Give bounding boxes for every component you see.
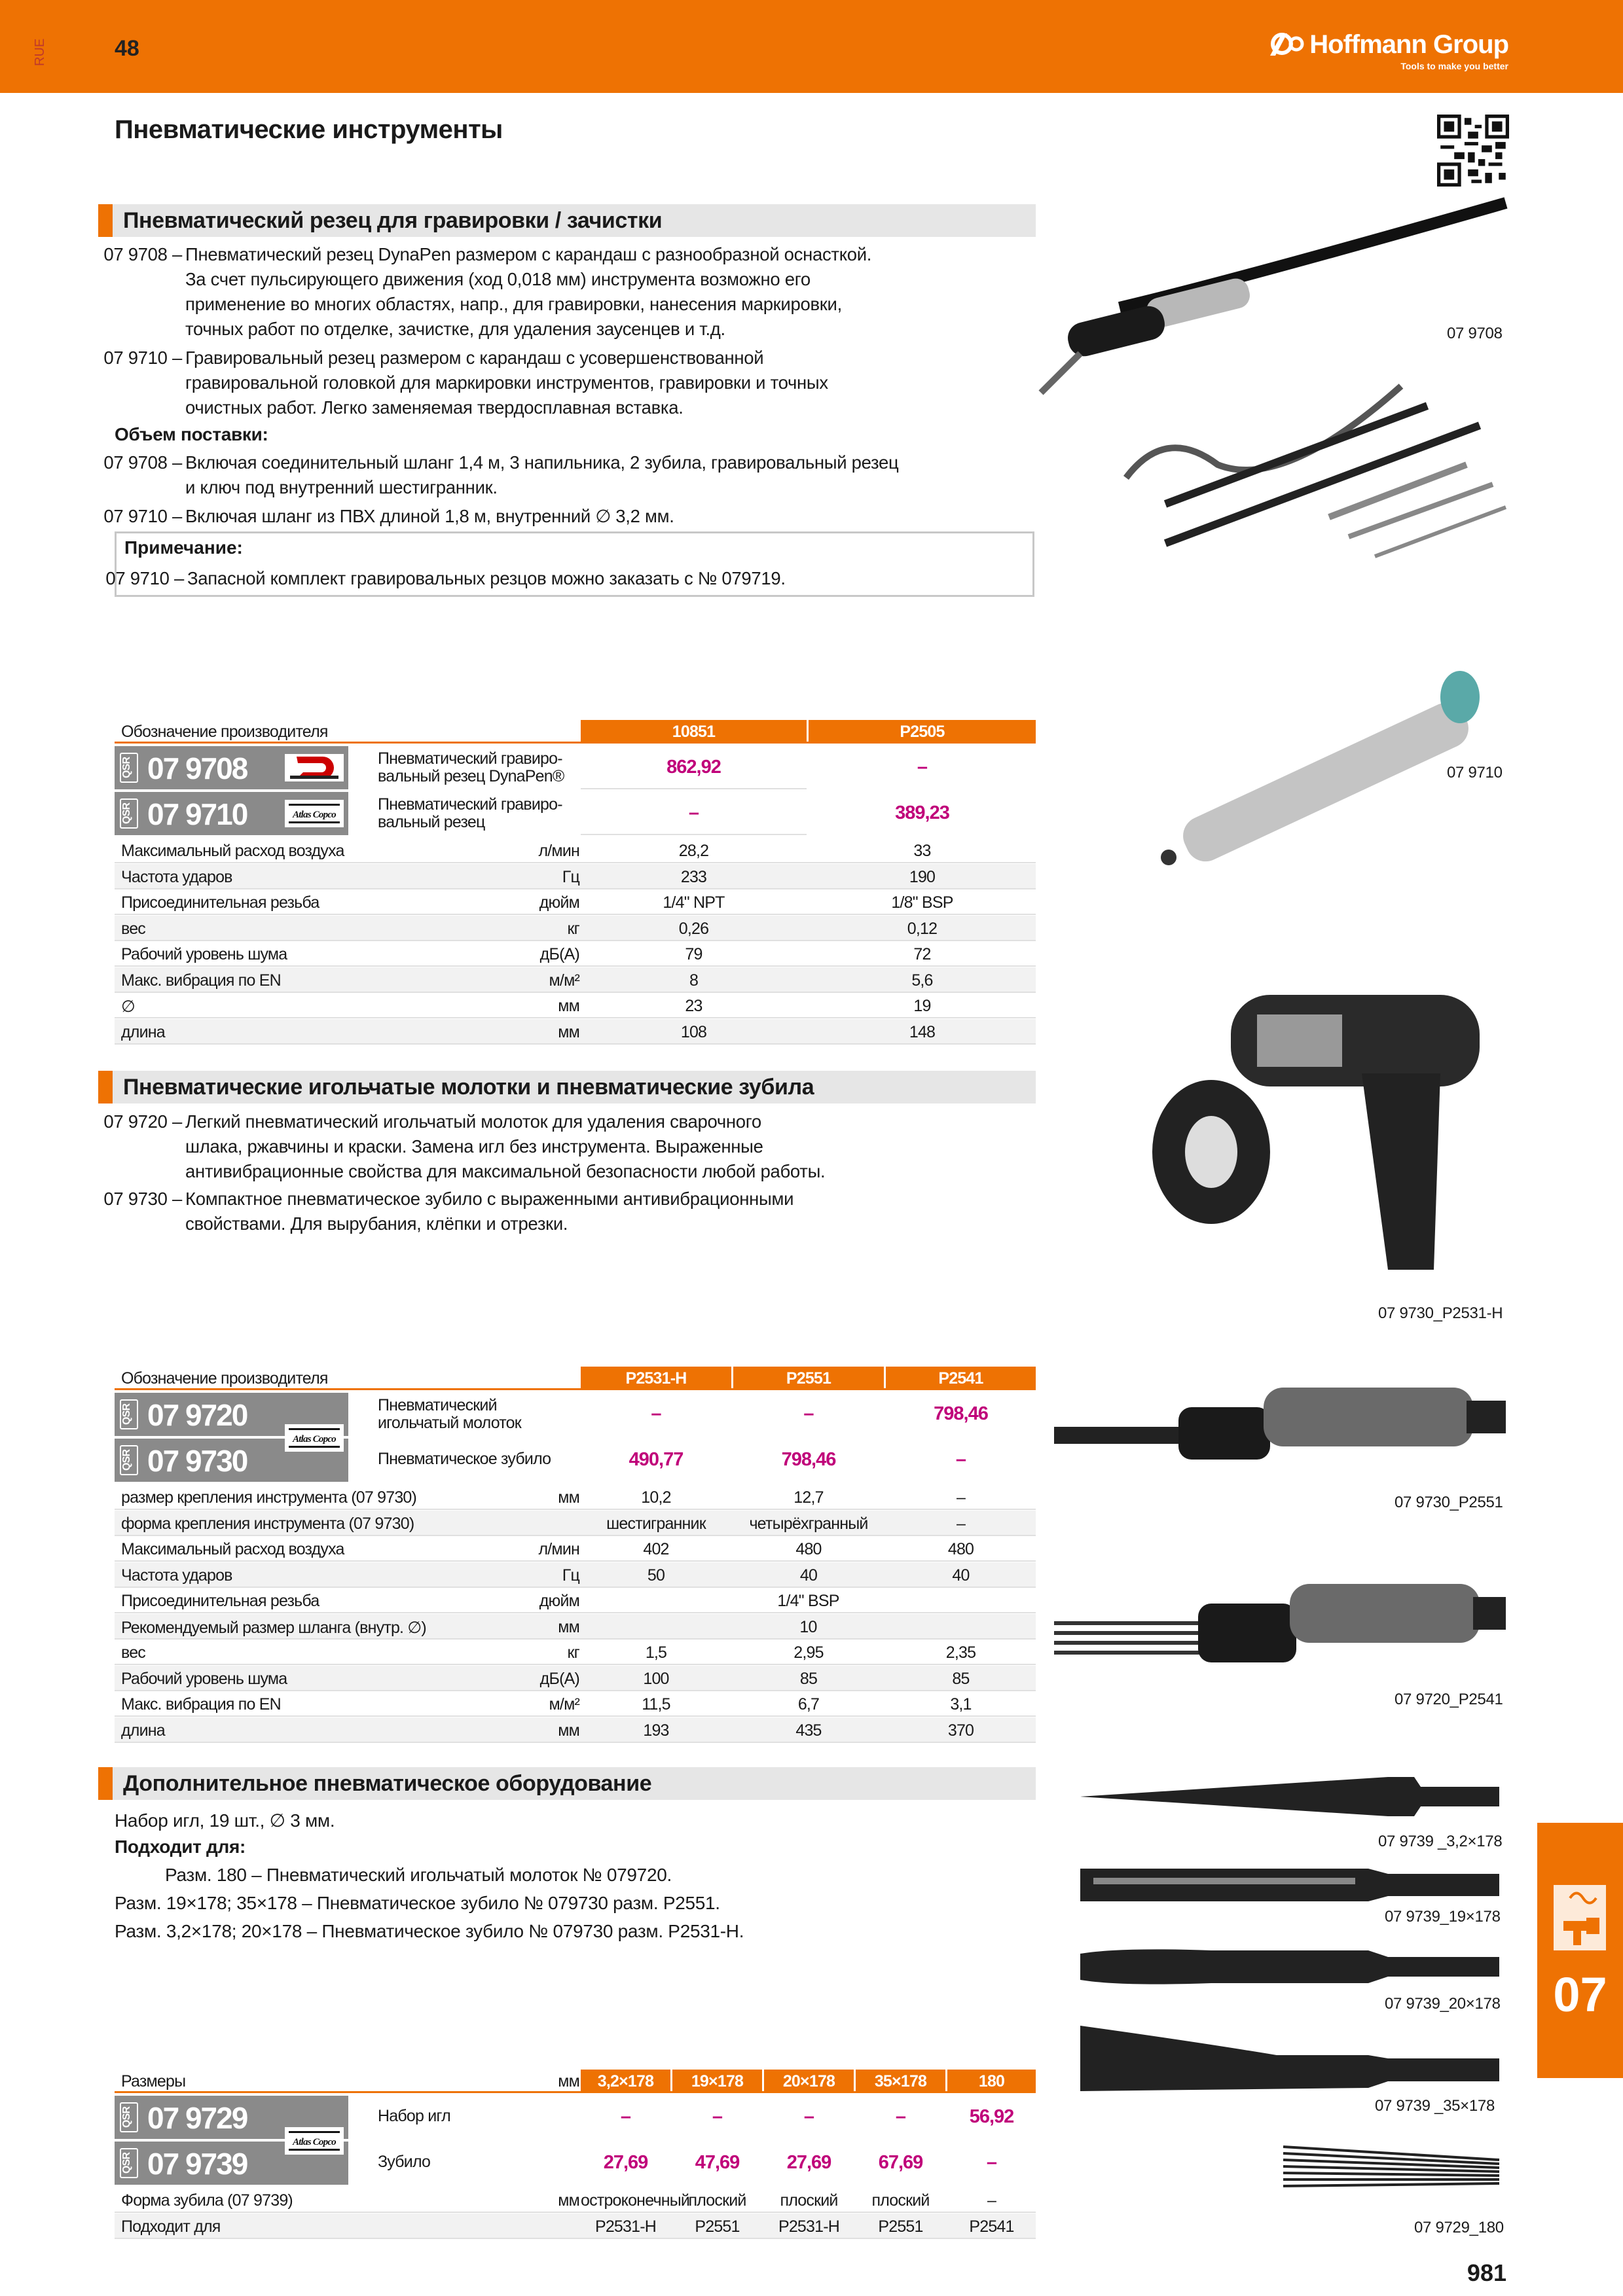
chapter-number: 07	[1553, 1967, 1607, 2022]
section-header-engraving	[98, 204, 1036, 237]
row-unit: дБ(А)	[539, 1669, 579, 1688]
region-code: RUE	[33, 38, 47, 67]
row-value: 6,7	[797, 1695, 820, 1713]
price-cell: 389,23	[895, 802, 949, 823]
svg-text:Atlas Copco: Atlas Copco	[293, 2137, 336, 2147]
article-row-079710[interactable]	[115, 792, 1036, 835]
row-value: –	[987, 2191, 996, 2210]
article-desc: Зубило	[378, 2153, 431, 2171]
scope-text: Включая шланг из ПВХ длиной 1,8 м, внутренний ∅ 3,2 мм.	[185, 506, 674, 526]
row-label: вес	[121, 919, 146, 938]
row-value: 10,2	[641, 1488, 671, 1507]
row-value: 2,95	[793, 1643, 824, 1662]
row-value: P2541	[969, 2217, 1014, 2236]
row-value: плоский	[871, 2191, 930, 2210]
brand-tagline: Tools to make you better	[1400, 61, 1508, 71]
section-header-accessories	[98, 1767, 1036, 1800]
note-line: 07 9710 – Запасной комплект гравировальных резцов можно заказать с № 079719.	[105, 568, 786, 588]
table-row	[115, 1666, 1036, 1691]
image-caption: 07 9720_P2541	[1395, 1691, 1503, 1708]
row-value: 100	[643, 1669, 669, 1688]
sizes-label: Размеры	[121, 2072, 186, 2090]
article-number: 07 9729	[147, 2101, 247, 2135]
row-unit: мм	[558, 1022, 579, 1041]
row-unit: Гц	[562, 867, 579, 886]
row-value: 72	[913, 945, 931, 963]
row-value: 1/4" NPT	[663, 893, 725, 912]
col-P2531-H: P2531-H	[581, 1367, 731, 1390]
article-desc: Пневматический гравиро- вальный резец	[378, 795, 562, 831]
image-caption: 07 9739_20×178	[1385, 1995, 1501, 2013]
table-row	[115, 1536, 1036, 1562]
row-label: Подходит для	[121, 2217, 221, 2236]
col-size: 20×178	[764, 2070, 854, 2093]
table-row	[115, 2214, 1036, 2239]
row-unit: дБ(А)	[539, 945, 579, 963]
table-row	[115, 889, 1036, 915]
image-caption: 07 9730_P2551	[1395, 1494, 1503, 1511]
svg-text:Atlas Copco: Atlas Copco	[293, 810, 336, 820]
price-cell: –	[620, 2106, 631, 2127]
row-value: 435	[795, 1721, 822, 1740]
qsr-badge: QSR	[120, 1399, 138, 1429]
table-needle-scalers	[115, 1367, 1036, 1746]
page-title: Пневматические инструменты	[115, 115, 503, 144]
row-label: Частота ударов	[121, 1566, 232, 1585]
row-label: размер крепления инструмента (07 9730)	[121, 1488, 417, 1507]
article-number: 07 9710	[147, 797, 247, 831]
row-value: 33	[913, 842, 931, 860]
needle-set-image	[1277, 2134, 1506, 2206]
image-caption: 07 9708	[1447, 325, 1503, 342]
row-unit: дюйм	[539, 1592, 579, 1610]
row-value: четырёхгранный	[749, 1514, 868, 1533]
row-unit: дюйм	[539, 893, 579, 912]
price-cell: 862,92	[666, 757, 721, 778]
accessory-line: Разм. 180 – Пневматический игольчатый молоток № 079720.	[165, 1865, 672, 1885]
table-row	[115, 1484, 1036, 1510]
desc-text: Компактное пневматическое зубило с выраженными антивибрационными свойствами. Для вырубания, клёпки и отрезки.	[185, 1189, 794, 1234]
row-label: длина	[121, 1721, 165, 1740]
row-value: 5,6	[911, 971, 933, 990]
needle-scaler-P2531H-image	[1152, 956, 1506, 1296]
row-label: Частота ударов	[121, 867, 232, 886]
unit-label: мм	[558, 2072, 579, 2090]
row-label: форма крепления инструмента (07 9730)	[121, 1514, 414, 1533]
row-value: 108	[680, 1022, 707, 1041]
accessory-line: Набор игл, 19 шт., ∅ 3 мм.	[115, 1810, 335, 1831]
price-cell: –	[803, 2106, 814, 2127]
row-value: P2531-H	[778, 2217, 840, 2236]
price-cell: –	[986, 2152, 997, 2173]
chapter-tab[interactable]	[1537, 1823, 1623, 2078]
article-number: 07 9720	[147, 1398, 247, 1432]
price-cell: –	[712, 2106, 723, 2127]
chisel-flat-19-image	[1080, 1862, 1506, 1908]
article-desc: Пневматическое зубило	[378, 1450, 551, 1468]
image-caption: 07 9710	[1447, 764, 1503, 781]
accessory-line: Разм. 19×178; 35×178 – Пневматическое зубило № 079730 разм. P2551.	[115, 1893, 720, 1913]
chisel-flat-35-image	[1080, 2016, 1506, 2101]
article-number: 07 9708	[147, 751, 247, 785]
row-value: 19	[913, 997, 931, 1015]
row-value: 402	[643, 1540, 669, 1558]
row-value: 28,2	[678, 842, 709, 860]
row-value: 3,1	[950, 1695, 972, 1713]
row-label: Рабочий уровень шума	[121, 945, 287, 963]
table-header-row	[115, 720, 1036, 744]
row-unit: кг	[567, 919, 579, 938]
hoffmann-logo-icon	[1267, 31, 1304, 57]
table-row	[115, 1562, 1036, 1588]
price-cell: –	[917, 757, 928, 778]
col-size: 35×178	[856, 2070, 945, 2093]
price-cell: 490,77	[629, 1449, 684, 1470]
article-desc: Пневматический гравиро- вальный резец DynaPen®	[378, 749, 564, 785]
row-unit: мм	[558, 1721, 579, 1740]
price-cell: 56,92	[969, 2106, 1014, 2127]
scope-text: Включая соединительный шланг 1,4 м, 3 напильника, 2 зубила, гравировальный резец и ключ под внутренний шестигранник.	[185, 452, 899, 497]
qsr-badge: QSR	[120, 798, 138, 829]
col-size: 19×178	[672, 2070, 762, 2093]
atlas-copco-logo-icon	[285, 2127, 344, 2155]
table-row	[115, 864, 1036, 889]
table-row	[115, 941, 1036, 967]
row-label: Макс. вибрация по EN	[121, 971, 281, 990]
row-label: Максимальный расход воздуха	[121, 842, 344, 860]
price-cell: –	[955, 1449, 966, 1470]
price-cell: 798,46	[781, 1449, 836, 1470]
row-value: 1/4" BSP	[777, 1592, 839, 1610]
table-row	[115, 993, 1036, 1018]
scope-label: Объем поставки:	[115, 424, 268, 444]
table-row	[115, 1691, 1036, 1717]
article-desc: Пневматический игольчатый молоток	[378, 1396, 521, 1432]
row-label: Присоединительная резьба	[121, 1592, 319, 1610]
row-value: плоский	[780, 2191, 838, 2210]
row-value: P2551	[878, 2217, 923, 2236]
row-unit: мм	[558, 1617, 579, 1636]
image-caption: 07 9729_180	[1414, 2219, 1504, 2236]
row-value: 480	[795, 1540, 822, 1558]
article-code: 07 9708 –	[103, 244, 182, 264]
table-header-row	[115, 2070, 1036, 2093]
qsr-badge: QSR	[120, 2148, 138, 2178]
article-row-079739[interactable]	[115, 2142, 1036, 2185]
brand-name: Hoffmann Group	[1309, 30, 1508, 59]
table-row	[115, 967, 1036, 993]
row-label: длина	[121, 1022, 165, 1041]
col-P2541: P2541	[886, 1367, 1036, 1390]
row-value: 11,5	[642, 1695, 670, 1713]
footer-page-number: 981	[1467, 2259, 1506, 2286]
col-P2505: P2505	[809, 720, 1036, 744]
desc-text: Пневматический резец DynaPen размером с карандаш с разнообразной оснасткой. За счет пульсирующего движения (ход 0,018 мм) инструмента возможно его применение во многих областях, напр., для гравировки, нанесения маркировки, точных работ по отделке, зачистке, для удаления заусенцев и т.д.	[185, 244, 872, 339]
article-row-079720[interactable]	[115, 1393, 1036, 1436]
article-code: 07 9710 –	[103, 348, 182, 368]
image-caption: 07 9730_P2531-H	[1378, 1304, 1503, 1322]
row-value: 1/8" BSP	[891, 893, 953, 912]
row-unit: мм	[558, 997, 579, 1015]
desc-text: Легкий пневматический игольчатый молоток для удаления сварочного шлака, ржавчины и краски. Замена игл без инструмента. Выраженные антивибрационные свойства для максимальной безопасности любой работы.	[185, 1111, 826, 1181]
article-number: 07 9730	[147, 1444, 247, 1478]
row-value: 0,12	[907, 919, 938, 938]
article-row-079708[interactable]	[115, 746, 1036, 789]
row-value: 370	[947, 1721, 974, 1740]
atlas-copco-logo-icon	[285, 800, 344, 827]
section-title: Дополнительное пневматическое оборудование	[123, 1771, 652, 1796]
price-cell: 798,46	[934, 1403, 988, 1424]
row-value: 0,26	[678, 919, 709, 938]
col-size: 180	[947, 2070, 1036, 2093]
row-label: Присоединительная резьба	[121, 893, 319, 912]
row-value: шестигранник	[606, 1514, 706, 1533]
image-caption: 07 9739 _35×178	[1375, 2097, 1495, 2115]
dynabrade-logo-icon	[285, 754, 344, 781]
table-row	[115, 1717, 1036, 1743]
note-label: Примечание:	[124, 537, 243, 558]
price-cell: 27,69	[603, 2152, 648, 2173]
row-unit: Гц	[562, 1566, 579, 1585]
row-value: 480	[947, 1540, 974, 1558]
engraver-accessories-image	[1113, 367, 1512, 563]
row-unit: мм	[558, 2191, 579, 2210]
article-desc: Набор игл	[378, 2107, 450, 2125]
table-row	[115, 1019, 1036, 1045]
article-row-079729[interactable]	[115, 2096, 1036, 2139]
article-code: 07 9720 –	[103, 1111, 182, 1132]
row-value: 148	[909, 1022, 936, 1041]
row-value: 1,5	[645, 1643, 667, 1662]
row-label: ∅	[121, 997, 135, 1016]
price-cell: –	[651, 1403, 661, 1424]
manufacturer-label: Обозначение производителя	[121, 1369, 328, 1388]
pneumatic-tool-icon	[1550, 1882, 1609, 1954]
row-value: 23	[685, 997, 702, 1015]
row-value: 190	[909, 867, 936, 886]
table-row	[115, 838, 1036, 863]
row-label: Макс. вибрация по EN	[121, 1695, 281, 1713]
price-cell: –	[803, 1403, 814, 1424]
table-header-row	[115, 1367, 1036, 1390]
svg-text:Atlas Copco: Atlas Copco	[293, 1434, 336, 1444]
section-header-needle-scalers	[98, 1071, 1036, 1103]
table-row	[115, 1614, 1036, 1640]
section-title: Пневматические игольчатые молотки и пневматические зубила	[123, 1075, 814, 1100]
needle-scaler-P2541-image	[1048, 1558, 1512, 1689]
section-title: Пневматический резец для гравировки / зачистки	[123, 208, 663, 233]
price-cell: –	[688, 802, 699, 823]
price-cell: –	[895, 2106, 906, 2127]
chisel-P2551-image	[1048, 1355, 1512, 1479]
chisel-flat-20-image	[1080, 1941, 1506, 1993]
row-value: 40	[799, 1566, 818, 1585]
row-value: 233	[680, 867, 707, 886]
accessory-line: Разм. 3,2×178; 20×178 – Пневматическое зубило № 079730 разм. P2531-H.	[115, 1921, 744, 1941]
row-unit: м/м²	[549, 971, 579, 990]
row-value: 2,35	[945, 1643, 976, 1662]
row-label: вес	[121, 1643, 146, 1662]
qsr-badge: QSR	[120, 1445, 138, 1475]
row-value: 8	[689, 971, 699, 990]
row-value: 79	[685, 945, 702, 963]
image-caption: 07 9739 _3,2×178	[1378, 1833, 1503, 1850]
qsr-badge: QSR	[120, 753, 138, 783]
fits-label: Подходит для:	[115, 1837, 246, 1857]
page-number: 48	[115, 36, 139, 61]
table-engravers	[115, 720, 1036, 1047]
col-P2551: P2551	[733, 1367, 884, 1390]
row-unit: л/мин	[538, 1540, 579, 1558]
row-value: 50	[647, 1566, 665, 1585]
article-code: 07 9710 –	[103, 506, 182, 526]
article-code: 07 9708 –	[103, 452, 182, 473]
qr-code-icon[interactable]	[1437, 115, 1509, 187]
row-unit: л/мин	[538, 842, 579, 860]
row-label: Форма зубила (07 9739)	[121, 2191, 293, 2210]
row-value: 40	[952, 1566, 970, 1585]
table-row	[115, 1511, 1036, 1536]
row-value: плоский	[688, 2191, 746, 2210]
row-value: 10	[799, 1617, 817, 1636]
table-row	[115, 1640, 1036, 1665]
note-box	[105, 531, 1034, 597]
table-accessories	[115, 2070, 1036, 2240]
col-10851: 10851	[581, 720, 807, 744]
qsr-badge: QSR	[120, 2102, 138, 2132]
row-value: –	[956, 1488, 966, 1507]
chisel-pointed-image	[1080, 1767, 1506, 1826]
desc-text: Гравировальный резец размером с карандаш с усовершенствованной гравировальной головкой для маркировки инструментов, гравировки и точных очистных работ. Легко заменяемая твердосплавная вставка.	[185, 348, 828, 418]
row-label: Рекомендуемый размер шланга (внутр. ∅)	[121, 1618, 426, 1637]
row-value: 12,7	[793, 1488, 824, 1507]
brand-logo	[1267, 30, 1508, 71]
row-value: 85	[952, 1669, 970, 1688]
col-size: 3,2×178	[581, 2070, 670, 2093]
row-value: P2551	[695, 2217, 740, 2236]
row-value: P2531-H	[594, 2217, 657, 2236]
row-label: Максимальный расход воздуха	[121, 1540, 344, 1558]
table-row	[115, 916, 1036, 941]
row-value: остроконечный	[581, 2191, 690, 2210]
table-row	[115, 1588, 1036, 1613]
price-cell: 27,69	[786, 2152, 831, 2173]
row-unit: м/м²	[549, 1695, 579, 1713]
row-value: 85	[799, 1669, 818, 1688]
article-row-079730[interactable]	[115, 1439, 1036, 1482]
article-number: 07 9739	[147, 2147, 247, 2181]
table-row	[115, 2187, 1036, 2213]
row-label: Рабочий уровень шума	[121, 1669, 287, 1688]
row-value: –	[956, 1514, 966, 1533]
row-unit: мм	[558, 1488, 579, 1507]
atlas-copco-logo-icon	[285, 1424, 344, 1452]
price-cell: 47,69	[695, 2152, 740, 2173]
image-caption: 07 9739_19×178	[1385, 1908, 1501, 1926]
row-unit: кг	[567, 1643, 579, 1662]
article-code: 07 9730 –	[103, 1189, 182, 1209]
row-value: 193	[643, 1721, 669, 1740]
price-cell: 67,69	[878, 2152, 923, 2173]
manufacturer-label: Обозначение производителя	[121, 723, 328, 741]
